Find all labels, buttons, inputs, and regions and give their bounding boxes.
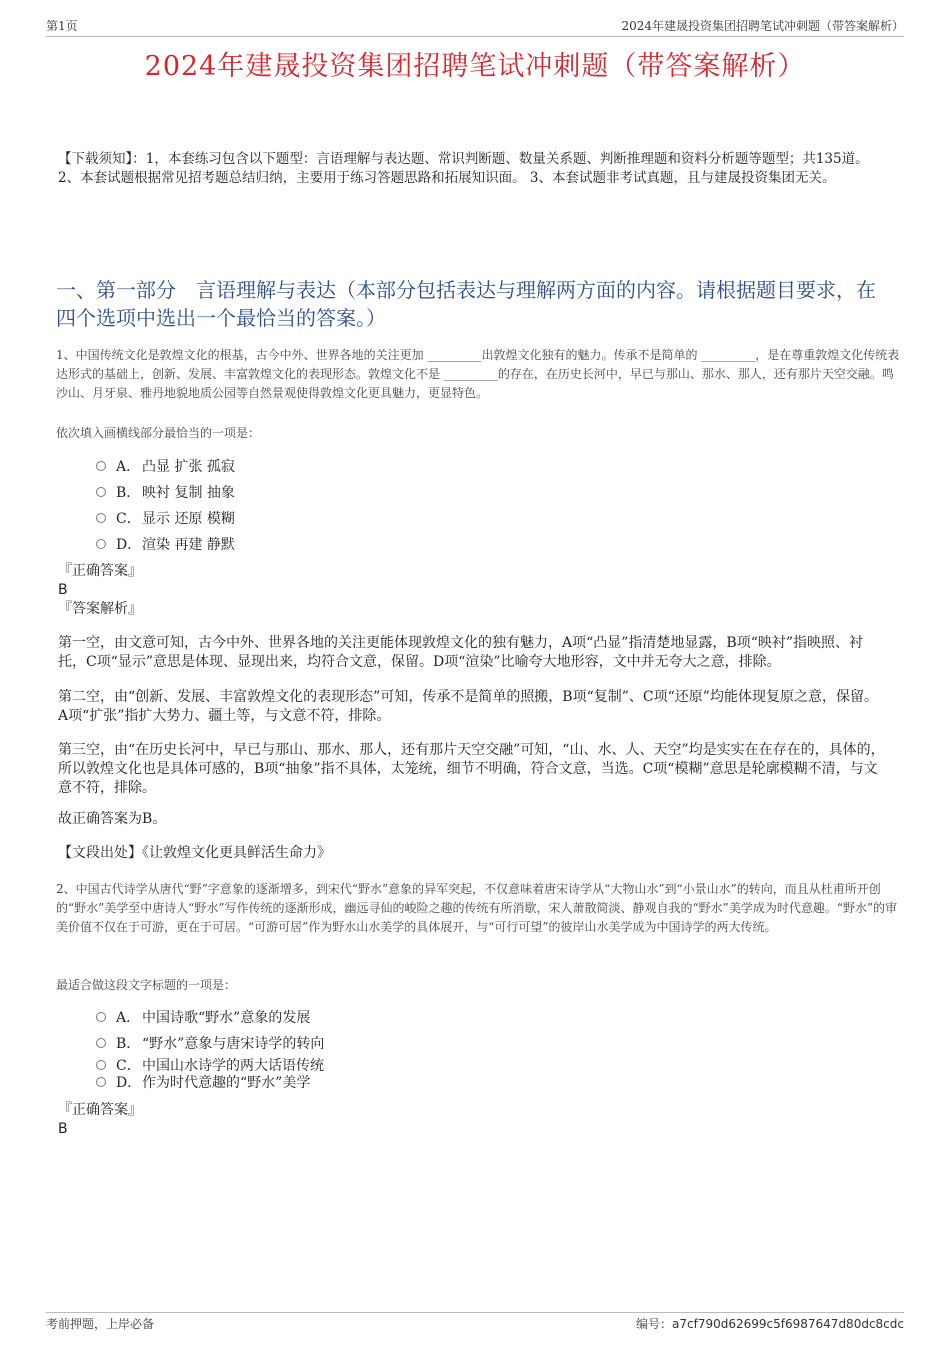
radio-icon[interactable]	[96, 1060, 106, 1070]
analysis-paragraph: 第三空，由“在历史长河中，早已与那山、那水、那人，还有那片天空交融”可知，“山、水、人、天空”均是实实在在存在的，具体的，所以敦煌文化也是具体可感的，B项“抽象”指不具体，太笼统，细节不明确，符合文意，当选。C项“模糊”意思是轮廓模糊不清，与文意不符，排除。	[58, 742, 885, 796]
page-header	[46, 14, 904, 37]
answer-heading: 『正确答案』	[58, 563, 142, 579]
radio-icon[interactable]	[96, 1038, 106, 1048]
question-1-options	[96, 453, 235, 557]
question-1-prompt: 依次填入画横线部分最恰当的一项是：	[56, 426, 261, 440]
radio-icon[interactable]	[96, 539, 106, 549]
option-b[interactable]: B． “野水”意象与唐宋诗学的转向	[96, 1030, 324, 1056]
page-title: 2024年建晟投资集团招聘笔试冲刺题（带答案解析）	[144, 51, 806, 82]
correct-answer: B	[58, 1121, 68, 1137]
question-2-options	[96, 1004, 324, 1090]
radio-icon[interactable]	[96, 1012, 106, 1022]
footer-slogan: 考前押题，上岸必备	[46, 1317, 155, 1331]
question-2-text: 2、中国古代诗学从唐代“野”字意象的逐渐增多，到宋代“野水”意象的异军突起，不仅意味着唐宋诗学从“大物山水”到“小景山水”的转向，而且从杜甫所开创的“野水”美学至中唐诗人“野水”写作传统的逐渐形成，幽远寻仙的峻险之趣的传统有所消歇，宋人萧散简淡、静观自我的“野水”美学成为时代意趣。“野水”的审美价值不仅在于可游，更在于可居。“可游可居”作为野水山水美学的具体展开，与“可行可望”的彼岸山水美学成为中国诗学的两大传统。	[56, 882, 898, 934]
option-d[interactable]: D． 作为时代意趣的“野水”美学	[96, 1073, 324, 1090]
source-citation: 【文段出处】《让敦煌文化更具鲜活生命力》	[58, 845, 331, 861]
option-c[interactable]: C． 中国山水诗学的两大话语传统	[96, 1056, 324, 1073]
answer-heading: 『正确答案』	[58, 1102, 142, 1118]
download-notice: 【下载须知】：1，本套练习包含以下题型：言语理解与表达题、常识判断题、数量关系题、判断推理题和资料分析题等题型；共135道。 2、本套试题根据常见招考题总结归纳，主要用于练习答题思路和拓展知识面。 3、本套试题非考试真题，且与建晟投资集团无关。	[58, 151, 869, 186]
analysis-heading: 『答案解析』	[58, 601, 142, 617]
document-code: 编号：a7cf790d62699c5f6987647d80dc8cdc	[636, 1317, 904, 1331]
correct-answer: B	[58, 582, 68, 598]
analysis-conclusion: 故正确答案为B。	[58, 811, 167, 827]
question-2-answer-block	[58, 1101, 888, 1139]
header-title: 2024年建晟投资集团招聘笔试冲刺题（带答案解析）	[621, 19, 904, 33]
radio-icon[interactable]	[96, 513, 106, 523]
question-1-text: 1、中国传统文化是敦煌文化的根基，古今中外、世界各地的关注更加 _________出敦煌文化独有的魅力。传承不是简单的 _________，是在尊重敦煌文化传统表达形式的基础上，创新、发展、丰富敦煌文化的表现形态。敦煌文化不是 _________的存在，在历史长河中，早已与那山、那水、那人，还有那片天空交融。鸣沙山、月牙泉、雅丹地貌地质公园等自然景观使得敦煌文化更具魅力，更显特色。	[56, 348, 900, 400]
analysis-paragraph: 第二空，由“创新、发展、丰富敦煌文化的表现形态”可知，传承不是简单的照搬，B项“复制”、C项“还原”均能体现复原之意，保留。A项“扩张”指扩大势力、疆土等，与文意不符，排除。	[58, 689, 878, 724]
radio-icon[interactable]	[96, 461, 106, 471]
page-footer	[46, 1312, 904, 1332]
option-d[interactable]: D． 渲染 再建 静默	[96, 531, 235, 557]
radio-icon[interactable]	[96, 487, 106, 497]
section-heading: 一、第一部分 言语理解与表达（本部分包括表达与理解两方面的内容。请根据题目要求，在四个选项中选出一个最恰当的答案。）	[56, 278, 876, 330]
option-b[interactable]: B． 映衬 复制 抽象	[96, 479, 235, 505]
option-a[interactable]: A． 凸显 扩张 孤寂	[96, 453, 235, 479]
option-a[interactable]: A． 中国诗歌“野水”意象的发展	[96, 1004, 324, 1030]
radio-icon[interactable]	[96, 1077, 106, 1087]
question-1-answer-block	[58, 562, 888, 619]
analysis-paragraph: 第一空，由文意可知，古今中外、世界各地的关注更能体现敦煌文化的独有魅力，A项“凸显”指清楚地显露，B项“映衬”指映照、衬托，C项“显示”意思是体现、显现出来，均符合文意，保留。D项“渲染”比喻夸大地形容，文中并无夸大之意，排除。	[58, 635, 864, 670]
question-2-prompt: 最适合做这段文字标题的一项是：	[56, 978, 237, 992]
page-number: 第1页	[46, 19, 78, 33]
option-c[interactable]: C． 显示 还原 模糊	[96, 505, 235, 531]
